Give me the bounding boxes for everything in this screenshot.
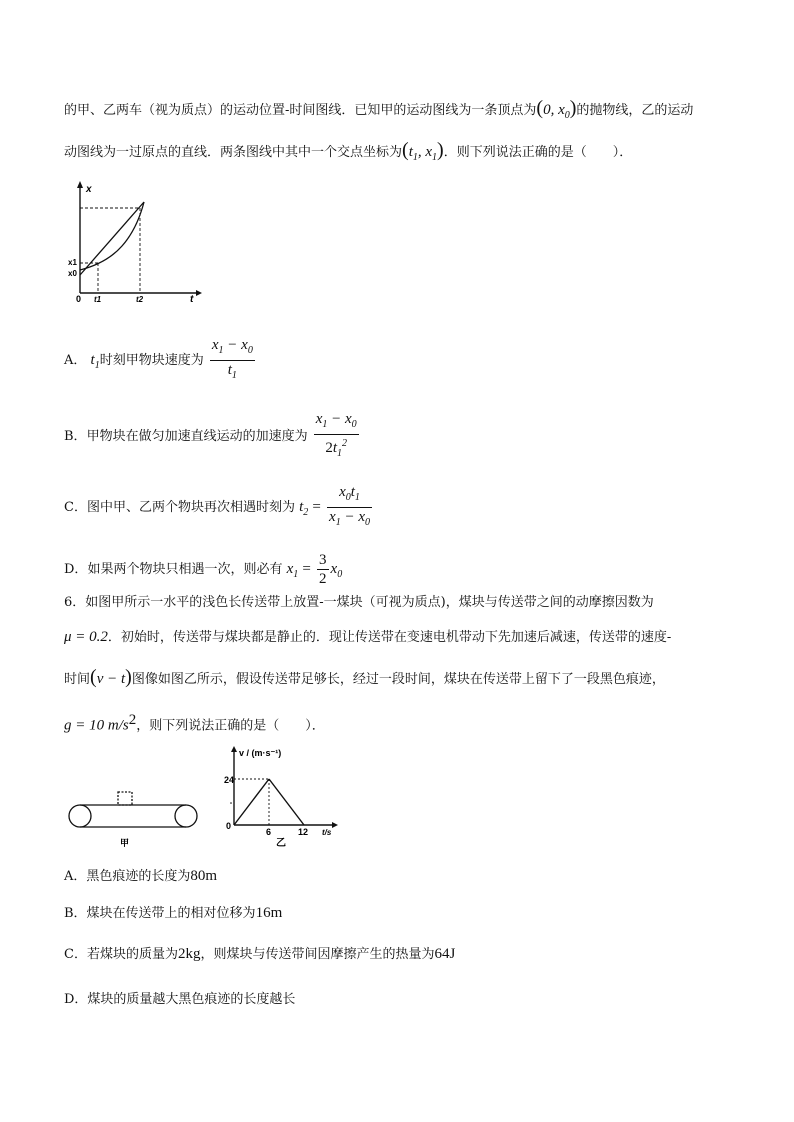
pulley-left (69, 805, 91, 827)
fraction-c: $\frac{x_0t_1}{x_1 - x_0}$ (329, 484, 370, 528)
q6-stem-line2: μ = 0.2．初始时，传送带与煤块都是静止的．现让传送带在变速电机带动下先加速后减速，传送带的速度- (64, 629, 672, 645)
tick-t1: t1 (94, 295, 102, 303)
q5-stem-line1: 的甲、乙两车（视为质点）的运动位置-时间图线．已知甲的运动图线为一条顶点为(0, $x_0$)的抛物线，乙的运动 (64, 97, 694, 121)
velocity-time-graph (222, 745, 342, 850)
tick-x0: x0 (68, 269, 77, 278)
q5-stem-line2: 动图线为一过原点的直线．两条图线中其中一个交点坐标为($t_1$, $x_1$)．则下列说法正确的是（ ）． (64, 139, 633, 163)
intersection-coords: $t_1$, $x_1$ (408, 144, 438, 163)
q6-stem-line3: 时间(v − t)图像如图乙所示，假设传送带足够长，经过一段时间，煤块在传送带上留下了一段黑色痕迹， (64, 666, 665, 688)
q6-option-c: C．若煤块的质量为2kg，则煤块与传送带间因摩擦产生的热量为64J (64, 946, 456, 962)
q6-option-d: D．煤块的质量越大黑色痕迹的长度越长 (64, 992, 296, 1007)
line-yi (80, 202, 144, 275)
tick-x1: x1 (68, 258, 77, 267)
vt-origin: 0 (226, 821, 232, 831)
vt-fall (269, 779, 304, 825)
graph-y-label: x (86, 184, 92, 195)
q6-option-b: B．煤块在传送带上的相对位移为16m (64, 905, 283, 921)
fraction-a: $\frac{x_1 - x_0}{t_1}$ (211, 337, 253, 381)
tick-t2: t2 (136, 295, 144, 303)
vertex-coords: 0, $x_0$ (543, 102, 570, 121)
conveyor-belt-figure (66, 786, 202, 850)
vt-x-label: t/s (322, 828, 332, 837)
fig-yi-caption: 乙 (276, 838, 286, 849)
graph-x-label: t (190, 294, 194, 303)
vt-y-label: v / (m·s⁻¹) (239, 748, 282, 758)
q5-option-a: A． $t_1$时刻甲物块速度为 $\frac{x_1 - x_0}{t_1}$ (64, 336, 257, 385)
q5-option-c: C．图中甲、乙两个物块再次相遇时刻为 $t_2$ = $\frac{x_0t_1}{x_1 - x_0}$ (64, 483, 374, 532)
vt-tick-24: 24 (224, 775, 235, 785)
fig-jia-label: 甲 (120, 838, 130, 848)
coal-block (118, 792, 132, 805)
pulley-right (175, 805, 197, 827)
q5-option-b: B．甲物块在做匀加速直线运动的加速度为 $\frac{x_1 - x_0}{2t_1^2}$ (64, 410, 361, 463)
fraction-d: $\frac{3}{2}$ (319, 552, 327, 587)
q6-stem-line4: g = 10 $m/s^2$，则下列说法正确的是（ ）． (64, 712, 325, 734)
fraction-b: $\frac{x_1 - x_0}{2t_1^2}$ (315, 411, 357, 459)
vt-tick-6: 6 (266, 827, 272, 837)
graph-origin: 0 (76, 294, 82, 303)
q6-option-a: A．黑色痕迹的长度为80m (64, 868, 218, 884)
vt-rise (234, 779, 269, 825)
q5-option-d: D．如果两个物块只相遇一次，则必有 $x_1$ = $\frac{3}{2}$ $x_0$ (64, 552, 343, 587)
vt-tick-12: 12 (298, 827, 309, 837)
q6-stem-line1: 6．如图甲所示一水平的浅色长传送带上放置-一煤块（可视为质点)，煤块与传送带之间的动摩擦因数为 (64, 595, 654, 610)
q5-position-time-graph (62, 178, 202, 303)
